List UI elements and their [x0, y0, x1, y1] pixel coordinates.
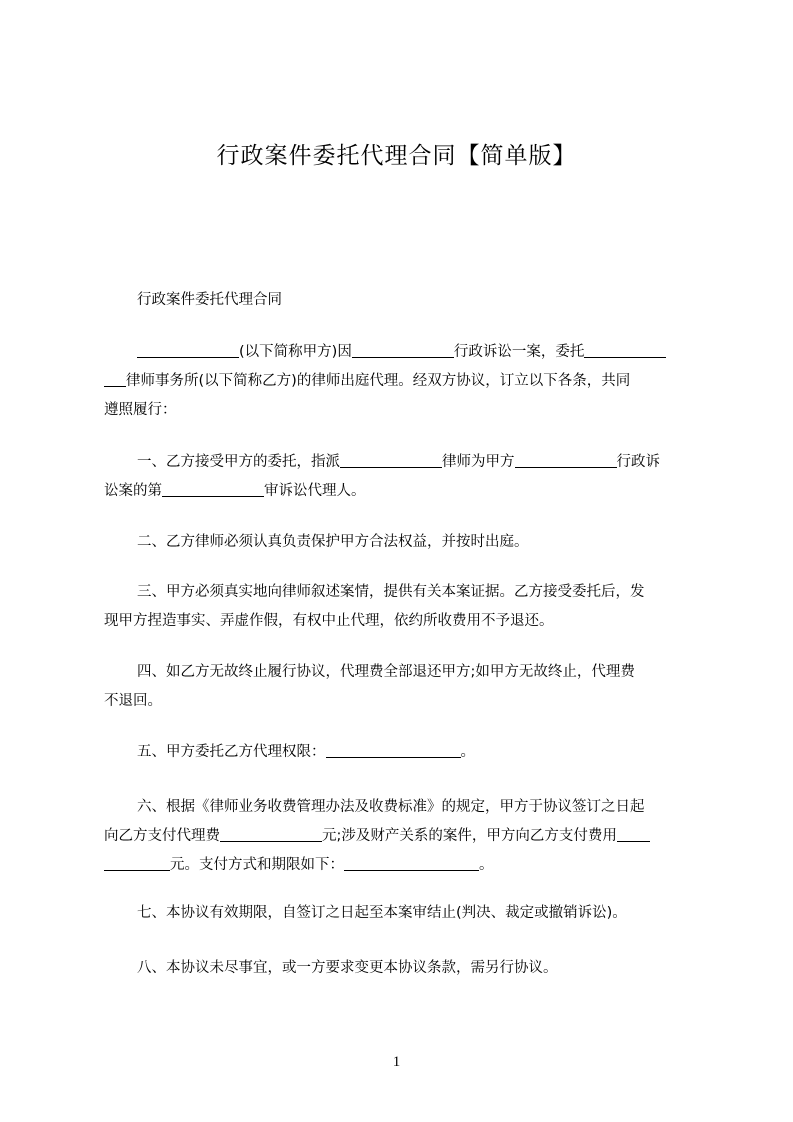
party-a-name-blank	[137, 342, 239, 358]
clause-text: 行政诉	[616, 454, 660, 470]
intro-text: (以下简称甲方)因	[239, 344, 352, 360]
clause-text: 元。支付方式和期限如下：	[170, 857, 344, 873]
clause-8	[104, 954, 700, 983]
intro-paragraph	[104, 338, 700, 425]
clause-text: 。	[460, 744, 475, 760]
clause-6	[104, 793, 700, 880]
clause-7	[104, 899, 700, 928]
clause-text: 讼案的第	[104, 483, 162, 499]
intro-text: 行政诉讼一案，委托	[453, 344, 585, 360]
law-firm-blank	[584, 342, 666, 358]
clause-6-line-3	[104, 851, 700, 880]
clause-text: 元;涉及财产关系的案件，甲方向乙方支付费用	[322, 828, 617, 844]
authority-scope-blank	[326, 742, 461, 758]
clause-8-line-1: 八、本协议未尽事宜，或一方要求变更本协议条款，需另行协议。	[137, 960, 558, 976]
clause-text: 。	[479, 857, 494, 873]
clause-1	[104, 448, 700, 506]
clause-text: 五、甲方委托乙方代理权限：	[137, 744, 326, 760]
intro-line-2	[104, 367, 700, 396]
clause-6-line-2	[104, 822, 700, 851]
clause-6-line-1: 六、根据《律师业务收费管理办法及收费标准》的规定，甲方于协议签订之日起	[137, 799, 645, 815]
clause-4	[104, 658, 700, 716]
clause-text: 一、乙方接受甲方的委托，指派	[137, 454, 340, 470]
contract-subtitle: 行政案件委托代理合同	[137, 292, 282, 308]
intro-line-1	[104, 338, 700, 367]
clause-5-line-1	[104, 738, 700, 767]
property-fee-blank-cont	[104, 855, 170, 871]
clause-3	[104, 578, 700, 636]
clause-2-line-1: 二、乙方律师必须认真负责保护甲方合法权益，并按时出庭。	[137, 534, 529, 550]
instance-blank	[162, 481, 264, 497]
clause-3-line-2: 现甲方捏造事实、弄虚作假，有权中止代理，依约所收费用不予退还。	[104, 613, 554, 629]
clause-text: 审诉讼代理人。	[264, 483, 366, 499]
clause-4-line-2: 不退回。	[104, 693, 162, 709]
cause-blank	[352, 342, 454, 358]
page-number: 1	[392, 1054, 401, 1070]
payment-terms-blank	[344, 855, 479, 871]
lawyer-name-blank	[340, 452, 442, 468]
property-fee-blank	[617, 826, 650, 842]
clause-1-line-2	[104, 477, 700, 506]
document-title: 行政案件委托代理合同【简单版】	[216, 143, 577, 169]
clause-text: 向乙方支付代理费	[104, 828, 220, 844]
clause-2	[104, 528, 700, 557]
clause-1-line-1	[104, 448, 700, 477]
clause-7-line-1: 七、本协议有效期限，自签订之日起至本案审结止(判决、裁定或撤销诉讼)。	[137, 905, 627, 921]
clause-text: 律师为甲方	[442, 454, 515, 470]
case-name-blank	[515, 452, 617, 468]
clause-3-line-1: 三、甲方必须真实地向律师叙述案情，提供有关本案证据。乙方接受委托后，发	[137, 584, 645, 600]
clause-5	[104, 738, 700, 767]
intro-line-3: 遵照履行：	[104, 402, 177, 418]
law-firm-blank-cont	[104, 371, 126, 387]
clause-4-line-1: 四、如乙方无故终止履行协议，代理费全部退还甲方;如甲方无故终止，代理费	[137, 664, 635, 680]
agency-fee-blank	[220, 826, 322, 842]
intro-text: 律师事务所(以下简称乙方)的律师出庭代理。经双方协议，订立以下各条，共同	[126, 373, 631, 389]
